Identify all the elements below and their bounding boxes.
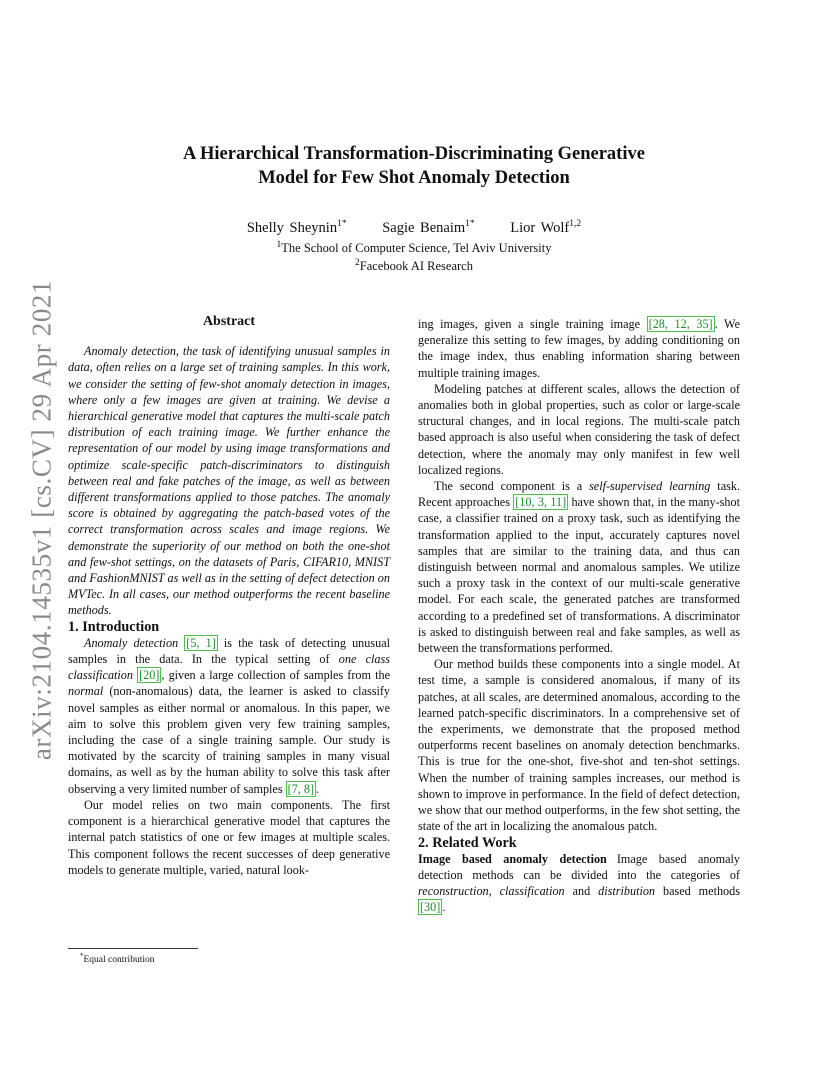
text-run: is the task of detecting unusual samples in the data. In the typical setting of (68, 635, 390, 667)
abstract-text: Anomaly detection, the task of identifying unusual samples in data, often relies on a large set of training samples. In this work, we consider the setting of few-shot anomaly detection in images, where only a few images are given at training. We devise a hierarchical generative model that captures the multi-scale patch distribution of each training image. We further enhance the representation of our model by using image transformations and optimize scale-specific patch-discriminators to distinguish between real and fake patches of the image, as well as between different transformations applied to those patches. The anomaly score is obtained by aggregating the patch-based votes of the correct transformation across scales and image regions. We demonstrate the superiority of our method on both the one-shot and few-shot settings, on the datasets of Paris, CIFAR10, MNIST and FashionMNIST as well as in the setting of defect detection on MVTec. In all cases, our method outperforms the recent baseline methods. (68, 344, 390, 618)
abstract-heading: Abstract (202, 314, 256, 329)
text-run: , given a large collection of samples from the (161, 668, 390, 683)
right-paragraph-3 (418, 478, 740, 656)
paper-title (120, 142, 708, 190)
right-paragraph-1 (418, 316, 740, 381)
intro-paragraph-2: Our model relies on two main components. The first component is a hierarchical generative model that captures the internal patch statistics of one or few images at multiple scales. This component follows the recent successes of deep generative models to generate multiple, varied, natural look- (68, 797, 390, 877)
text-run: have shown that, in the many-shot case, a classifier trained on a proxy task, such as identifying the transformation applied to the input, accurately captures novel samples that are similar to the training data, and thus can distinguish between normal and anomalous samples. We utilize such a proxy task in the context of our multi-scale generative model. For each scale, the generated patches are transformed according to a predefined set of transformations. A discriminator is asked to distinguish between real and fake samples, as well as between the transformations performed. (418, 495, 740, 656)
affiliation-text: The School of Computer Science, Tel Aviv University (281, 241, 552, 256)
title-line-1: A Hierarchical Transformation-Discriminating Generative (183, 144, 645, 164)
author-affil-mark: 1,2 (569, 219, 582, 229)
affiliation-mark: 1 (276, 240, 282, 250)
text-emphasis: classification (499, 884, 565, 899)
footnote-divider (68, 948, 198, 949)
footnote-mark: * (80, 952, 84, 960)
author-list (120, 219, 708, 237)
text-emphasis: Anomaly detection (84, 635, 179, 650)
arxiv-stamp-area (20, 280, 64, 760)
author-name: Sagie Benaim (382, 219, 466, 236)
citation-link[interactable]: [30] (420, 900, 441, 915)
text-run: Image based anomaly detection methods can be divided into the categories of (418, 851, 740, 882)
author (510, 220, 581, 236)
author (247, 220, 347, 236)
affiliation (120, 240, 708, 256)
affiliation (120, 258, 708, 274)
text-run: (non-anomalous) data, the learner is asked to classify novel samples as either normal or anomalous. In this paper, we aim to solve this problem given very few training samples, including the case of a single training sample. Our study is motivated by the scarcity of training samples in many visual domains, as well as by the human ability to solve this task after observing a very limited number of samples (68, 684, 390, 796)
text-run: and (564, 884, 599, 899)
author-name: Shelly Sheynin (246, 219, 338, 236)
citation-link[interactable]: [20] (139, 668, 160, 683)
right-paragraph-4: Our method builds these components into a single model. At test time, a sample is considered anomalous, if many of its patches, at all scales, are determined anomalous, according to the learned patch-specific discriminators. In a comprehensive set of the experiments, we demonstrate that the proposed method outperforms recent baselines on anomaly detection benchmarks. This is true for the one-shot, five-shot and ten-shot settings. When the number of training samples increases, our method is shown to improve in performance. In the field of defect detection, we show that our method outperforms, in the few shot setting, the state of the art in localizing the anomalous patch. (418, 657, 740, 834)
text-run: The second component is a (434, 479, 590, 494)
citation-link[interactable]: [5, 1] (186, 635, 216, 650)
text-run: task. Recent approaches (418, 479, 740, 510)
citation-link[interactable]: [7, 8] (287, 781, 315, 796)
section-heading-related-work: 2. Related Work (418, 834, 517, 851)
related-paragraph-1 (418, 851, 740, 916)
author (382, 220, 474, 236)
affiliation-mark: 2 (355, 258, 360, 268)
title-line-2: Model for Few Shot Anomaly Detection (258, 168, 570, 188)
text-run: . (442, 900, 446, 915)
author-affil-mark: 1* (465, 219, 475, 229)
text-emphasis: normal (68, 684, 104, 699)
text-run: . (316, 781, 320, 796)
text-run: . We generalize this setting to few images, by adding conditioning on the image index, thus enabling information sharing between multiple training images. (418, 317, 740, 380)
right-paragraph-2: Modeling patches at different scales, allows the detection of anomalies both in global properties, such as color or large-scale structural changes, and in local regions. The multi-scale patch based approach is also useful when considering the task of defect detection, where the anomaly may only manifest in few well localized regions. (418, 381, 740, 477)
text-emphasis: self-supervised learning (589, 479, 711, 494)
citation-link[interactable]: [28, 12, 35] (648, 317, 713, 331)
citation-link[interactable]: [10, 3, 11] (515, 495, 567, 510)
author-affil-mark: 1* (337, 219, 347, 229)
text-run: , (488, 884, 500, 899)
text-run: ing images, given a single training image (418, 317, 647, 331)
paragraph-heading: Image based anomaly detection (418, 851, 607, 866)
author-name: Lior Wolf (510, 219, 570, 236)
text-emphasis: reconstruction (418, 884, 489, 899)
section-heading-introduction: 1. Introduction (68, 618, 160, 635)
right-column (418, 316, 740, 916)
text-emphasis: distribution (598, 884, 656, 899)
footnote-text: Equal contribution (83, 955, 155, 966)
text-run: based methods (655, 884, 740, 899)
text-emphasis: one class classification (68, 652, 390, 683)
left-column (68, 314, 390, 878)
arxiv-stamp: arXiv:2104.14535v1 [cs.CV] 29 Apr 2021 (26, 279, 57, 761)
footnote (80, 952, 154, 965)
affiliation-text: Facebook AI Research (359, 259, 473, 274)
intro-paragraph-1 (68, 635, 390, 797)
